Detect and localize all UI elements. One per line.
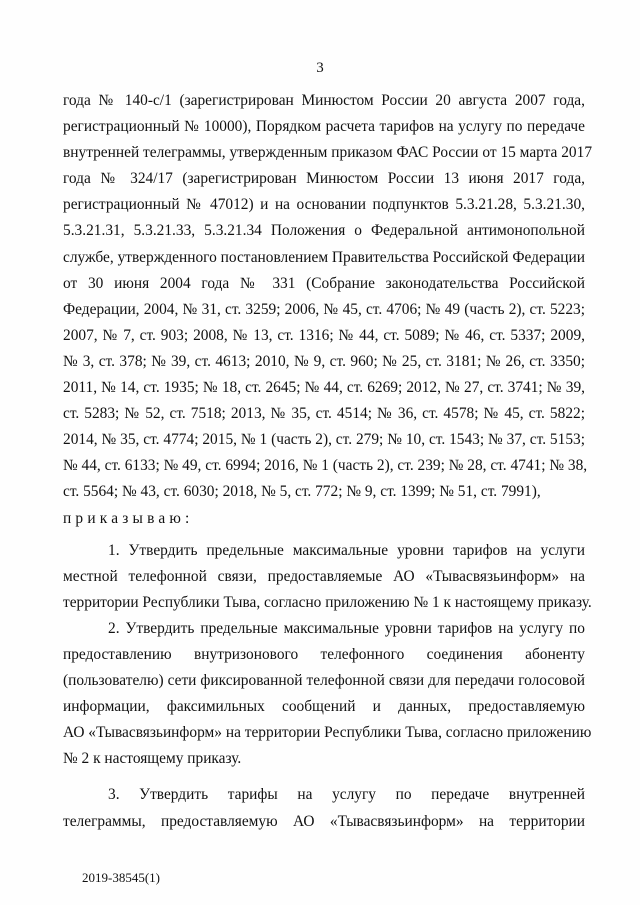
text-line: № 2 к настоящему приказу. xyxy=(63,750,242,768)
text-line: ст. 5564; № 43, ст. 6030; 2018, № 5, ст. 772; № 9, ст. 1399; № 51, ст. 7991), xyxy=(63,483,541,501)
text-line: (пользователю) сети фиксированной телефонной связи для передачи голосовой xyxy=(63,672,585,690)
text-line: 5.3.21.31, 5.3.21.33, 5.3.21.34 Положения о Федеральной антимонопольной xyxy=(63,222,585,240)
text-line: АО «Тывасвязьинформ» на территории Республики Тыва, согласно приложению xyxy=(63,724,592,742)
text-line: службе, утвержденного постановлением Правительства Российской Федерации xyxy=(63,248,586,266)
text-line: 2007, № 7, ст. 903; 2008, № 13, ст. 1316; № 44, ст. 5089; № 46, ст. 5337; 2009, xyxy=(63,326,585,344)
item-1-line: 1. Утвердить предельные максимальные уровни тарифов на услуги xyxy=(108,541,585,559)
text-line: телеграммы, предоставляемую АО «Тывасвязьинформ» на территории xyxy=(63,812,585,830)
text-line: предоставлению внутризонового телефонного соединения абоненту xyxy=(63,645,585,663)
text-line: 2011, № 14, ст. 1935; № 18, ст. 2645; № 44, ст. 6269; 2012, № 27, ст. 3741; № 39, xyxy=(63,379,585,397)
document-body xyxy=(63,88,593,835)
text-line: внутренней телеграммы, утвержденным приказом ФАС России от 15 марта 2017 xyxy=(63,144,593,162)
order-word: приказываю: xyxy=(63,509,194,527)
page-number: 3 xyxy=(316,60,324,76)
text-line: информации, факсимильных сообщений и данных, предоставляемую xyxy=(63,698,585,716)
text-line: территории Республики Тыва, согласно приложению № 1 к настоящему приказу. xyxy=(63,593,592,611)
text-line: регистрационный № 10000), Порядком расчета тарифов на услугу по передаче xyxy=(63,118,585,136)
text-line: года № 324/17 (зарегистрирован Минюстом России 13 июня 2017 года, xyxy=(63,170,585,188)
text-line: Федерации, 2004, № 31, ст. 3259; 2006, № 45, ст. 4706; № 49 (часть 2), ст. 5223; xyxy=(63,300,585,318)
text-line: № 3, ст. 378; № 39, ст. 4613; 2010, № 9, ст. 960; № 25, ст. 3181; № 26, ст. 3350; xyxy=(63,352,585,370)
item-3-line: 3. Утвердить тарифы на услугу по передаче внутренней xyxy=(108,786,585,804)
document-code: 2019-38545(1) xyxy=(82,870,160,885)
item-2-line: 2. Утвердить предельные максимальные уровни тарифов на услугу по xyxy=(108,619,585,637)
text-line: местной телефонной связи, предоставляемые АО «Тывасвязьинформ» на xyxy=(63,567,585,585)
text-line: от 30 июня 2004 года № 331 (Собрание законодательства Российской xyxy=(63,274,585,292)
text-line: № 44, ст. 6133; № 49, ст. 6994; 2016, № 1 (часть 2), ст. 239; № 28, ст. 4741; № 38, xyxy=(63,457,588,475)
text-line: 2014, № 35, ст. 4774; 2015, № 1 (часть 2), ст. 279; № 10, ст. 1543; № 37, ст. 5153; xyxy=(63,431,585,449)
text-line: ст. 5283; № 52, ст. 7518; 2013, № 35, ст. 4514; № 36, ст. 4578; № 45, ст. 5822; xyxy=(63,405,585,423)
text-line: регистрационный № 47012) и на основании подпунктов 5.3.21.28, 5.3.21.30, xyxy=(63,196,585,214)
text-line: года № 140-с/1 (зарегистрирован Минюстом России 20 августа 2007 года, xyxy=(63,92,585,109)
